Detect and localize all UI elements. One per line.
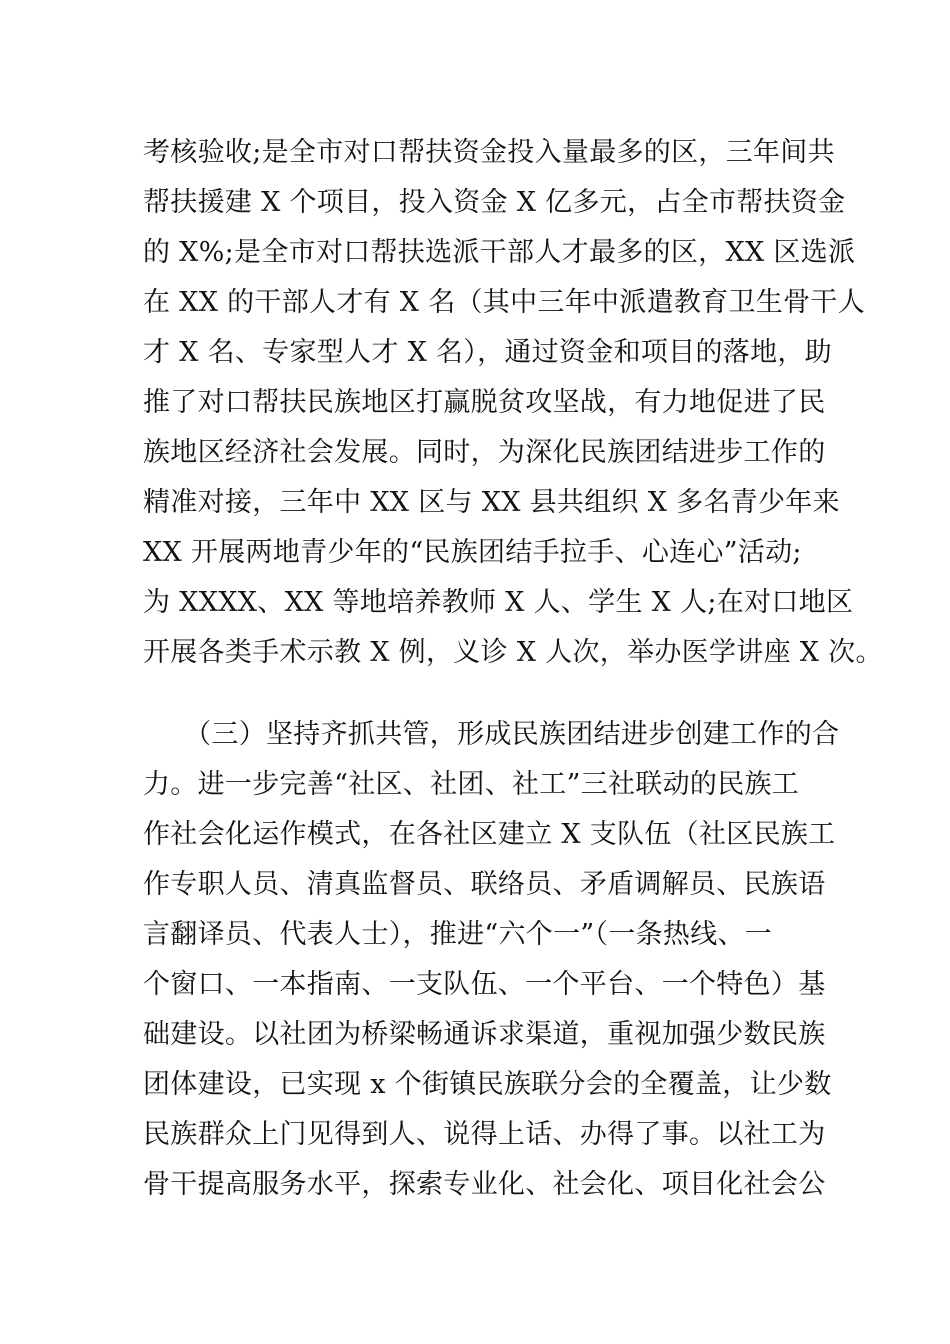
text-line: 开展各类手术示教 X 例，义诊 X 人次，举办医学讲座 X 次。 <box>143 637 883 668</box>
section-heading-line: （三）坚持齐抓共管，形成民族团结进步创建工作的合 <box>143 719 840 750</box>
text-line: 在 XX 的干部人才有 X 名（其中三年中派遣教育卫生骨干人 <box>143 287 865 318</box>
paragraph-section-three <box>143 710 840 1210</box>
text-line: 考核验收;是全市对口帮扶资金投入量最多的区，三年间共 <box>143 137 835 168</box>
text-line: 民族群众上门见得到人、说得上话、办得了事。以社工为 <box>143 1119 826 1150</box>
text-line: XX 开展两地青少年的“民族团结手拉手、心连心”活动; <box>143 537 802 568</box>
text-line: 骨干提高服务水平，探索专业化、社会化、项目化社会公 <box>143 1169 826 1200</box>
text-line: 为 XXXX、XX 等地培养教师 X 人、学生 X 人;在对口地区 <box>143 587 854 618</box>
text-line: 的 X%;是全市对口帮扶选派干部人才最多的区，XX 区选派 <box>143 237 856 268</box>
text-line: 言翻译员、代表人士），推进“六个一”（一条热线、一 <box>143 919 773 950</box>
text-line: 作专职人员、清真监督员、联络员、矛盾调解员、民族语 <box>143 869 826 900</box>
text-line: 作社会化运作模式，在各社区建立 X 支队伍（社区民族工 <box>143 819 836 850</box>
text-line: 个窗口、一本指南、一支队伍、一个平台、一个特色）基 <box>143 969 826 1000</box>
paragraph-assistance-results <box>143 128 883 678</box>
text-line: 才 X 名、专家型人才 X 名），通过资金和项目的落地，助 <box>143 337 832 368</box>
text-line: 精准对接，三年中 XX 区与 XX 县共组织 X 多名青少年来 <box>143 487 840 518</box>
text-line: 推了对口帮扶民族地区打赢脱贫攻坚战，有力地促进了民 <box>143 387 826 418</box>
text-line: 力。进一步完善“社区、社团、社工”三社联动的民族工 <box>143 769 800 800</box>
text-line: 族地区经济社会发展。同时，为深化民族团结进步工作的 <box>143 437 826 468</box>
text-line: 团体建设，已实现 x 个街镇民族联分会的全覆盖，让少数 <box>143 1069 832 1100</box>
text-line: 帮扶援建 X 个项目，投入资金 X 亿多元，占全市帮扶资金 <box>143 187 846 218</box>
text-line: 础建设。以社团为桥梁畅通诉求渠道，重视加强少数民族 <box>143 1019 826 1050</box>
